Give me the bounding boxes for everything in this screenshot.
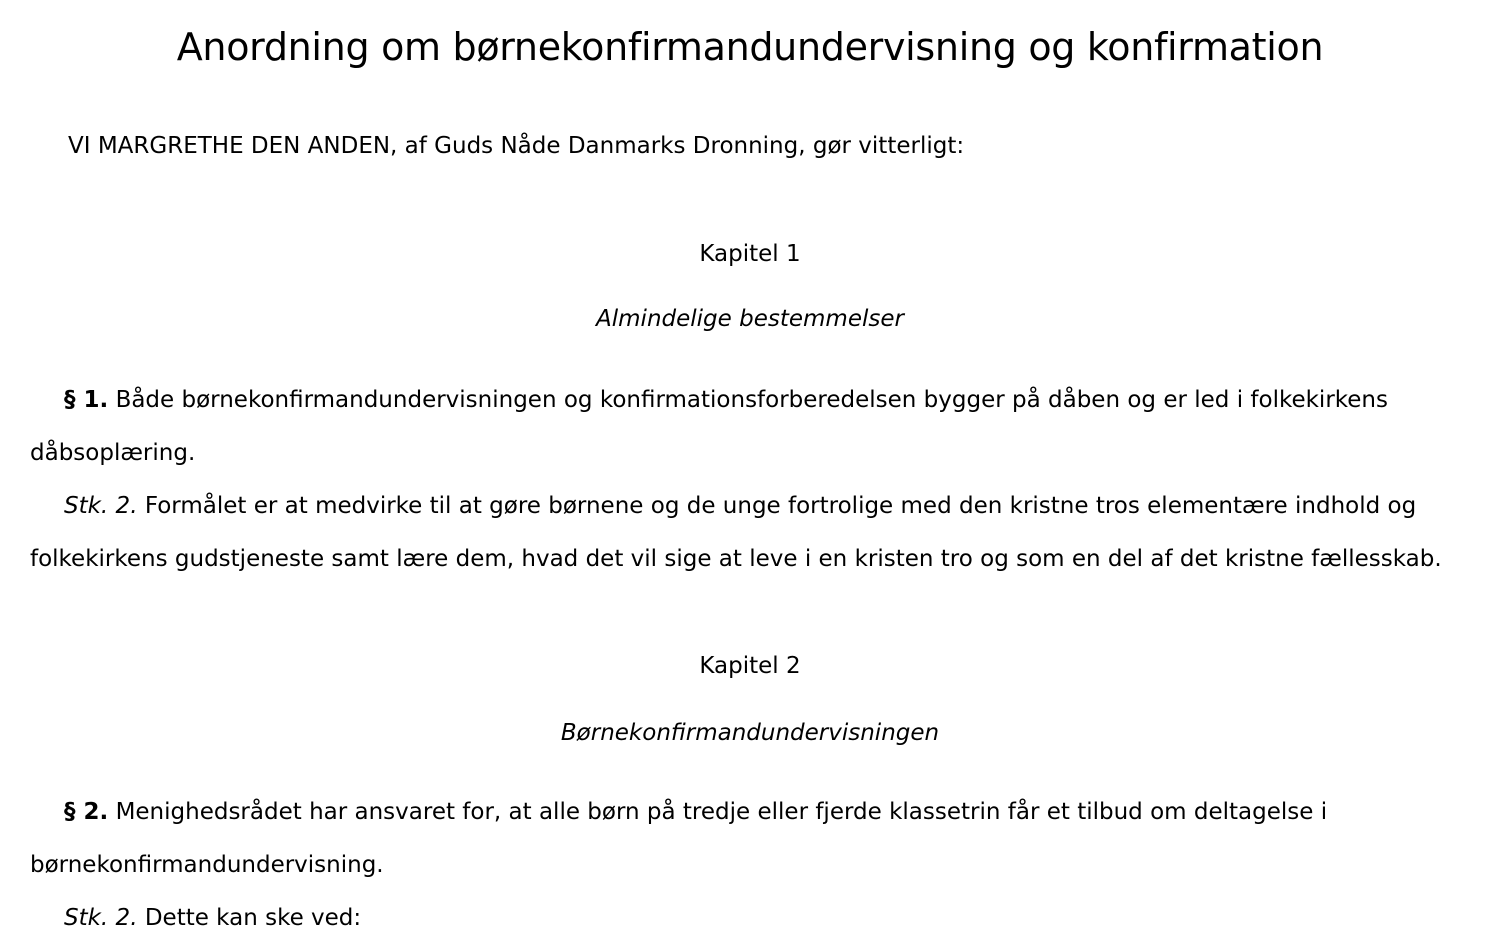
chapter-1-title: Almindelige bestemmelser — [596, 306, 904, 332]
paragraph-2-marker: § 2. — [64, 799, 109, 825]
paragraph-2-stk-2 — [30, 892, 1470, 945]
paragraph-2-stk-2-marker: Stk. 2. — [64, 905, 138, 931]
paragraph-2 — [30, 786, 1470, 892]
paragraph-1-marker: § 1. — [64, 387, 109, 413]
paragraph-1-stk-2-marker: Stk. 2. — [64, 493, 138, 519]
preamble-text: VI MARGRETHE DEN ANDEN, af Guds Nåde Danmarks Dronning, gør vitterligt: — [68, 133, 965, 159]
paragraph-1-text: Både børnekonfirmandundervisningen og konfirmationsforberedelsen bygger på dåben og er led i folkekirkens dåbsoplæring. — [30, 387, 1388, 466]
chapter-2-number: Kapitel 2 — [699, 653, 801, 679]
paragraph-2-stk-2-text: Dette kan ske ved: — [144, 905, 362, 931]
chapter-1-number: Kapitel 1 — [699, 241, 801, 267]
paragraph-1 — [30, 374, 1470, 480]
chapter-2-title: Børnekonfirmandundervisningen — [560, 720, 940, 746]
paragraph-2-text: Menighedsrådet har ansvaret for, at alle børn på tredje eller fjerde klassetrin får et tilbud om deltagelse i børnekonfirmandundervisning. — [30, 799, 1328, 878]
document-title: Anordning om børnekonfirmandundervisning og konfirmation — [176, 25, 1324, 69]
paragraph-1-stk-2 — [30, 480, 1470, 586]
paragraph-1-stk-2-text: Formålet er at medvirke til at gøre børnene og de unge fortrolige med den kristne tros elementære indhold og folkekirkens gudstjeneste samt lære dem, hvad det vil sige at leve i en kristen tro og som en del af det kristne fællesskab. — [30, 493, 1442, 572]
